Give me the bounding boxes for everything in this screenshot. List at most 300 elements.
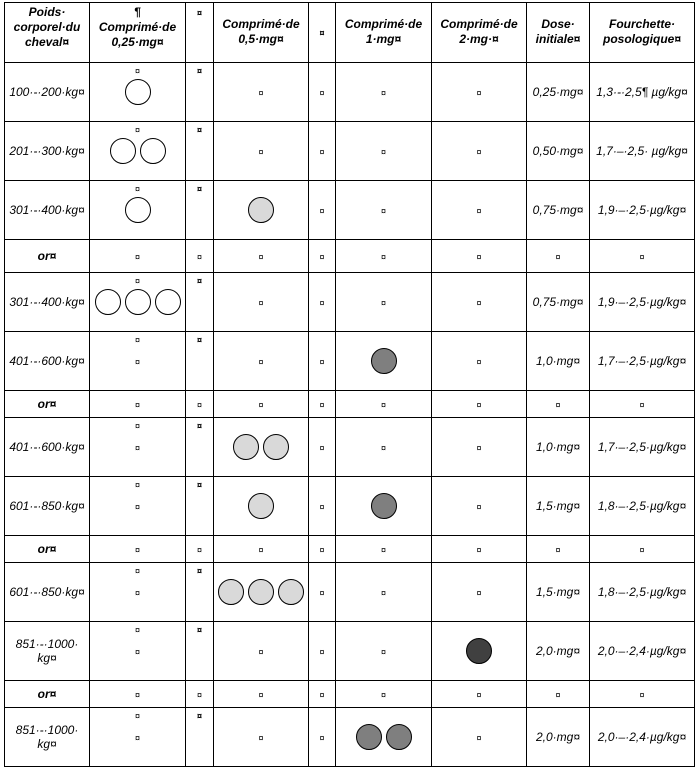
cell-mark: ¤ <box>258 88 264 98</box>
empty-cell <box>432 536 527 563</box>
empty-cell <box>336 240 432 273</box>
tablet-group <box>214 579 308 605</box>
empty-cell <box>214 240 309 273</box>
cell-mark: ¤ <box>134 711 140 721</box>
header-spacer-1: ¤ <box>186 3 214 63</box>
cell-tablets-t1 <box>336 273 432 332</box>
dose-row <box>5 273 695 332</box>
cell-mark: ¤ <box>380 147 386 157</box>
cell-mark: ¤ <box>134 690 140 700</box>
cell-mark: ¤ <box>134 625 140 635</box>
cell-mark: ¤ <box>134 276 140 286</box>
dose-row <box>5 332 695 391</box>
empty-cell <box>432 681 527 708</box>
header-spacer-2: ¤ <box>309 3 336 63</box>
empty-cell <box>527 240 590 273</box>
cell-mark: ¤ <box>258 733 264 743</box>
tablet-group <box>90 138 185 164</box>
tablet-t025-icon <box>125 197 151 223</box>
cell-dose-range <box>590 122 695 181</box>
cell-mark: ¤ <box>555 690 561 700</box>
cell-tablets-t05 <box>214 708 309 767</box>
empty-cell <box>90 240 186 273</box>
tablet-t05-icon <box>278 579 304 605</box>
tablet-t025-icon <box>110 138 136 164</box>
or-text: or¤ <box>37 542 57 556</box>
cell-mark: ¤ <box>476 357 482 367</box>
cell-mark: ¤ <box>319 400 325 410</box>
tablet-t05-icon <box>263 434 289 460</box>
empty-cell <box>309 536 336 563</box>
empty-cell <box>309 391 336 418</box>
spacer-cell <box>186 563 214 622</box>
spacer-cell <box>186 708 214 767</box>
cell-mark: ¤ <box>380 298 386 308</box>
tablet-t025-icon <box>125 79 151 105</box>
range-text: 1,7·–·2,5· µg/kg¤ <box>596 144 688 158</box>
tablet-t05-icon <box>233 434 259 460</box>
tablet-t025-icon <box>95 289 121 315</box>
empty-cell <box>309 240 336 273</box>
spacer-cell <box>186 63 214 122</box>
cell-weight <box>5 273 90 332</box>
spacer-cell <box>309 273 336 332</box>
cell-tablets-t025 <box>90 563 186 622</box>
empty-cell <box>90 536 186 563</box>
tablet-group <box>214 434 308 460</box>
tablet-t1-icon <box>356 724 382 750</box>
tablet-group <box>336 724 431 750</box>
cell-tablets-t2 <box>432 63 527 122</box>
cell-mark: ¤ <box>319 357 325 367</box>
cell-mark: ¤ <box>258 690 264 700</box>
cell-tablets-t025 <box>90 273 186 332</box>
cell-weight <box>5 622 90 681</box>
cell-tablets-t2 <box>432 332 527 391</box>
header-tablet-05mg: Comprimé·de 0,5·mg¤ <box>214 3 309 63</box>
cell-mark: ¤ <box>134 125 140 135</box>
cell-mark: ¤ <box>196 690 202 700</box>
dose-row <box>5 63 695 122</box>
range-text: 2,0·–·2,4·µg/kg¤ <box>597 730 687 744</box>
or-label <box>5 536 90 563</box>
cell-tablets-t05 <box>214 332 309 391</box>
cell-mark: ¤ <box>319 88 325 98</box>
cell-tablets-t1 <box>336 122 432 181</box>
tablet-t1-icon <box>371 493 397 519</box>
cell-mark: ¤ <box>134 357 140 367</box>
spacer-cell <box>309 708 336 767</box>
header-tablet-2mg: Comprimé·de 2·mg·¤ <box>432 3 527 63</box>
dose-text: 0,25·mg¤ <box>532 85 584 99</box>
cell-tablets-t025 <box>90 418 186 477</box>
cell-mark: ¤ <box>134 588 140 598</box>
cell-mark: ¤ <box>639 400 645 410</box>
cell-mark: ¤ <box>476 88 482 98</box>
cell-mark: ¤ <box>258 545 264 555</box>
dose-text: 0,75·mg¤ <box>532 203 584 217</box>
dose-row <box>5 563 695 622</box>
weight-text: 851·-·1000· kg¤ <box>15 637 79 665</box>
cell-dose-range <box>590 708 695 767</box>
tablet-t1-icon <box>386 724 412 750</box>
dose-text: 0,50·mg¤ <box>532 144 584 158</box>
empty-cell <box>186 681 214 708</box>
tablet-group <box>336 493 431 519</box>
empty-cell <box>336 681 432 708</box>
cell-tablets-t1 <box>336 181 432 240</box>
empty-cell <box>309 681 336 708</box>
cell-mark: ¤ <box>134 566 140 576</box>
cell-tablets-t05 <box>214 63 309 122</box>
spacer-cell <box>186 622 214 681</box>
cell-tablets-t1 <box>336 332 432 391</box>
empty-cell <box>214 391 309 418</box>
empty-cell <box>590 240 695 273</box>
cell-mark: ¤ <box>319 647 325 657</box>
range-text: 1,7·–·2,5·µg/kg¤ <box>597 354 687 368</box>
cell-mark: ¤ <box>639 690 645 700</box>
cell-tablets-t025 <box>90 708 186 767</box>
cell-tablets-t1 <box>336 477 432 536</box>
cell-tablets-t1 <box>336 418 432 477</box>
cell-mark: ¤ <box>196 545 202 555</box>
range-text: 2,0·–·2,4·µg/kg¤ <box>597 644 687 658</box>
cell-dose-range <box>590 418 695 477</box>
spacer-cell <box>309 477 336 536</box>
cell-weight <box>5 122 90 181</box>
cell-tablets-t2 <box>432 181 527 240</box>
cell-mark: ¤ <box>555 400 561 410</box>
cell-initial-dose <box>527 708 590 767</box>
cell-mark: ¤ <box>476 443 482 453</box>
cell-mark: ¤ <box>319 502 325 512</box>
cell-mark: ¤ <box>258 298 264 308</box>
cell-mark: ¤ <box>258 647 264 657</box>
cell-weight <box>5 418 90 477</box>
cell-tablets-t1 <box>336 708 432 767</box>
empty-cell <box>590 391 695 418</box>
cell-mark: ¤ <box>555 545 561 555</box>
cell-mark: ¤ <box>258 252 264 262</box>
cell-tablets-t05 <box>214 622 309 681</box>
spacer-cell <box>309 181 336 240</box>
header-dose-range: Fourchette· posologique¤ <box>590 3 695 63</box>
dose-text: 1,0·mg¤ <box>535 354 581 368</box>
tablet-t05-icon <box>248 579 274 605</box>
cell-tablets-t025 <box>90 332 186 391</box>
cell-initial-dose <box>527 63 590 122</box>
cell-mark: ¤ <box>476 733 482 743</box>
cell-tablets-t05 <box>214 563 309 622</box>
cell-mark: ¤ <box>380 690 386 700</box>
dose-text: 1,0·mg¤ <box>535 440 581 454</box>
cell-mark: ¤ <box>134 252 140 262</box>
or-label <box>5 240 90 273</box>
dose-text: 1,5·mg¤ <box>535 585 581 599</box>
header-weight: Poids· corporel·du cheval¤ <box>5 3 90 63</box>
header-pilcrow: ¶ <box>134 5 141 19</box>
range-text: 1,8·–·2,5·µg/kg¤ <box>597 585 687 599</box>
empty-cell <box>214 536 309 563</box>
tablet-group <box>90 79 185 105</box>
cell-tablets-t2 <box>432 122 527 181</box>
tablet-group <box>90 289 185 315</box>
cell-mark: ¤ <box>134 647 140 657</box>
cell-tablets-t2 <box>432 418 527 477</box>
cell-weight <box>5 63 90 122</box>
cell-mark: ¤ <box>134 480 140 490</box>
dose-text: 0,75·mg¤ <box>532 295 584 309</box>
empty-cell <box>186 536 214 563</box>
cell-mark: ¤ <box>134 443 140 453</box>
or-row <box>5 240 695 273</box>
dose-text: 2,0·mg¤ <box>535 730 581 744</box>
weight-text: 401·-·600·kg¤ <box>9 440 85 454</box>
range-text: 1,3·-·2,5¶ µg/kg¤ <box>596 85 688 99</box>
cell-mark: ¤ <box>134 421 140 431</box>
cell-mark: ¤ <box>196 480 202 490</box>
tablet-t025-icon <box>155 289 181 315</box>
dose-row <box>5 418 695 477</box>
cell-initial-dose <box>527 563 590 622</box>
cell-tablets-t025 <box>90 63 186 122</box>
cell-mark: ¤ <box>476 206 482 216</box>
cell-dose-range <box>590 181 695 240</box>
dose-row <box>5 181 695 240</box>
cell-mark: ¤ <box>196 400 202 410</box>
dosage-table <box>4 2 695 767</box>
cell-mark: ¤ <box>319 443 325 453</box>
cell-mark: ¤ <box>476 147 482 157</box>
cell-weight <box>5 181 90 240</box>
tablet-group <box>90 197 185 223</box>
empty-cell <box>432 391 527 418</box>
cell-initial-dose <box>527 332 590 391</box>
cell-mark: ¤ <box>319 298 325 308</box>
weight-text: 601·-·850·kg¤ <box>9 499 85 513</box>
empty-cell <box>527 536 590 563</box>
cell-mark: ¤ <box>476 690 482 700</box>
cell-mark: ¤ <box>319 545 325 555</box>
empty-cell <box>336 391 432 418</box>
empty-cell <box>90 391 186 418</box>
cell-weight <box>5 477 90 536</box>
spacer-cell <box>309 622 336 681</box>
cell-initial-dose <box>527 122 590 181</box>
tablet-group <box>432 638 526 664</box>
cell-mark: ¤ <box>380 88 386 98</box>
cell-mark: ¤ <box>380 400 386 410</box>
or-label <box>5 681 90 708</box>
weight-text: 301·-·400·kg¤ <box>9 295 85 309</box>
cell-mark: ¤ <box>134 335 140 345</box>
cell-mark: ¤ <box>196 252 202 262</box>
spacer-cell <box>186 181 214 240</box>
empty-cell <box>186 391 214 418</box>
cell-mark: ¤ <box>380 252 386 262</box>
cell-tablets-t2 <box>432 708 527 767</box>
cell-dose-range <box>590 563 695 622</box>
range-text: 1,9·–·2,5·µg/kg¤ <box>597 295 687 309</box>
weight-text: 851·-·1000· kg¤ <box>15 723 79 751</box>
header-tablet-1mg: Comprimé·de 1·mg¤ <box>336 3 432 63</box>
or-text: or¤ <box>37 249 57 263</box>
cell-mark: ¤ <box>258 147 264 157</box>
dose-row <box>5 708 695 767</box>
cell-tablets-t025 <box>90 181 186 240</box>
header-row <box>5 3 695 63</box>
spacer-cell <box>186 418 214 477</box>
cell-tablets-t05 <box>214 418 309 477</box>
cell-dose-range <box>590 332 695 391</box>
range-text: 1,9·–·2,5·µg/kg¤ <box>597 203 687 217</box>
weight-text: 601·-·850·kg¤ <box>9 585 85 599</box>
cell-mark: ¤ <box>476 298 482 308</box>
cell-initial-dose <box>527 418 590 477</box>
weight-text: 100·-·200·kg¤ <box>9 85 85 99</box>
cell-mark: ¤ <box>476 252 482 262</box>
cell-mark: ¤ <box>134 502 140 512</box>
cell-mark: ¤ <box>196 125 202 135</box>
or-text: or¤ <box>37 397 57 411</box>
cell-mark: ¤ <box>380 647 386 657</box>
cell-mark: ¤ <box>319 252 325 262</box>
tablet-group <box>336 348 431 374</box>
cell-dose-range <box>590 622 695 681</box>
cell-mark: ¤ <box>476 502 482 512</box>
cell-tablets-t2 <box>432 622 527 681</box>
empty-cell <box>527 391 590 418</box>
tablet-t05-icon <box>218 579 244 605</box>
spacer-cell <box>309 418 336 477</box>
cell-tablets-t025 <box>90 622 186 681</box>
cell-dose-range <box>590 63 695 122</box>
cell-mark: ¤ <box>258 357 264 367</box>
empty-cell <box>590 536 695 563</box>
cell-mark: ¤ <box>639 545 645 555</box>
cell-mark: ¤ <box>476 545 482 555</box>
tablet-t025-icon <box>140 138 166 164</box>
spacer-cell <box>186 332 214 391</box>
tablet-t1-icon <box>371 348 397 374</box>
cell-mark: ¤ <box>319 588 325 598</box>
cell-mark: ¤ <box>380 206 386 216</box>
dose-row <box>5 622 695 681</box>
or-row <box>5 536 695 563</box>
dose-row <box>5 477 695 536</box>
cell-mark: ¤ <box>134 184 140 194</box>
header-tablet-025mg: ¶ Comprimé·de 0,25·mg¤ <box>90 3 186 63</box>
cell-mark: ¤ <box>380 588 386 598</box>
or-label <box>5 391 90 418</box>
empty-cell <box>336 536 432 563</box>
weight-text: 401·-·600·kg¤ <box>9 354 85 368</box>
empty-cell <box>214 681 309 708</box>
cell-mark: ¤ <box>134 66 140 76</box>
tablet-t025-icon <box>125 289 151 315</box>
tablet-t2-icon <box>466 638 492 664</box>
cell-weight <box>5 708 90 767</box>
cell-mark: ¤ <box>196 625 202 635</box>
cell-tablets-t05 <box>214 122 309 181</box>
empty-cell <box>186 240 214 273</box>
cell-mark: ¤ <box>134 400 140 410</box>
weight-text: 301·-·400·kg¤ <box>9 203 85 217</box>
tablet-t05-icon <box>248 197 274 223</box>
spacer-cell <box>186 122 214 181</box>
weight-text: 201·-·300·kg¤ <box>9 144 85 158</box>
cell-tablets-t1 <box>336 622 432 681</box>
spacer-cell <box>309 63 336 122</box>
cell-tablets-t2 <box>432 273 527 332</box>
range-text: 1,7·–·2,5·µg/kg¤ <box>597 440 687 454</box>
cell-initial-dose <box>527 181 590 240</box>
empty-cell <box>90 681 186 708</box>
cell-tablets-t2 <box>432 477 527 536</box>
cell-tablets-t05 <box>214 273 309 332</box>
dose-text: 1,5·mg¤ <box>535 499 581 513</box>
spacer-cell <box>186 477 214 536</box>
cell-tablets-t2 <box>432 563 527 622</box>
cell-tablets-t1 <box>336 563 432 622</box>
cell-mark: ¤ <box>319 206 325 216</box>
cell-initial-dose <box>527 273 590 332</box>
cell-mark: ¤ <box>196 276 202 286</box>
cell-mark: ¤ <box>319 690 325 700</box>
or-row <box>5 681 695 708</box>
cell-mark: ¤ <box>196 711 202 721</box>
spacer-cell <box>186 273 214 332</box>
cell-tablets-t025 <box>90 477 186 536</box>
range-text: 1,8·–·2,5·µg/kg¤ <box>597 499 687 513</box>
or-text: or¤ <box>37 687 57 701</box>
cell-mark: ¤ <box>476 588 482 598</box>
spacer-cell <box>309 332 336 391</box>
empty-cell <box>527 681 590 708</box>
cell-initial-dose <box>527 477 590 536</box>
dose-row <box>5 122 695 181</box>
cell-mark: ¤ <box>319 733 325 743</box>
tablet-t05-icon <box>248 493 274 519</box>
cell-mark: ¤ <box>380 545 386 555</box>
cell-mark: ¤ <box>134 545 140 555</box>
cell-mark: ¤ <box>380 443 386 453</box>
tablet-group <box>214 493 308 519</box>
cell-tablets-t1 <box>336 63 432 122</box>
cell-mark: ¤ <box>639 252 645 262</box>
cell-tablets-t05 <box>214 477 309 536</box>
spacer-cell <box>309 122 336 181</box>
cell-mark: ¤ <box>476 400 482 410</box>
empty-cell <box>590 681 695 708</box>
cell-mark: ¤ <box>555 252 561 262</box>
dose-text: 2,0·mg¤ <box>535 644 581 658</box>
header-initial-dose: Dose· initiale¤ <box>527 3 590 63</box>
cell-weight <box>5 563 90 622</box>
or-row <box>5 391 695 418</box>
cell-dose-range <box>590 273 695 332</box>
cell-weight <box>5 332 90 391</box>
cell-mark: ¤ <box>319 147 325 157</box>
cell-dose-range <box>590 477 695 536</box>
cell-mark: ¤ <box>196 184 202 194</box>
spacer-cell <box>309 563 336 622</box>
cell-initial-dose <box>527 622 590 681</box>
cell-mark: ¤ <box>134 733 140 743</box>
cell-mark: ¤ <box>258 400 264 410</box>
cell-mark: ¤ <box>196 335 202 345</box>
